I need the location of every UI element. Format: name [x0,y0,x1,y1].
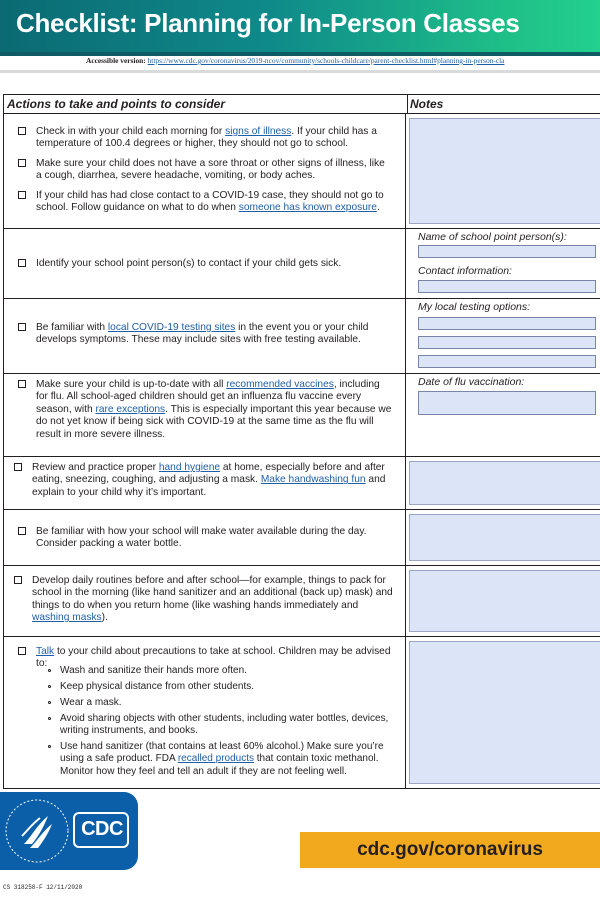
hollow-bullet-icon [48,685,51,688]
bullet-text: Keep physical distance from other students. [60,681,254,692]
handwashing-fun-link[interactable]: Make handwashing fun [260,474,366,486]
item-text: . [376,202,380,214]
contact-information-field[interactable] [418,280,596,293]
bullet-text: that contain toxic methanol. Monitor how they feel and tell an adult if they are not feeling well. [60,753,379,777]
table-row [4,510,600,566]
talk-link[interactable]: Talk [36,646,55,657]
notes-field[interactable] [409,641,600,784]
item-text: Make sure your child does not have a sore throat or other signs of illness, like a cough, diarrhea, severe headache, vomiting, or body aches. [36,158,385,182]
list-item [46,713,396,737]
empty-checkbox-icon[interactable] [14,463,22,471]
header-banner [0,0,600,52]
accessible-label: Accessible version: [86,56,146,65]
bullet-text: Wear a mask. [60,697,122,708]
item-text: at home, especially before and after eating, sneezing, coughing, and adjusting a mask. [32,462,385,486]
accessible-version-line [86,56,504,65]
notes-field[interactable] [409,514,600,561]
table-row [4,457,600,510]
testing-sites-link[interactable]: local COVID-19 testing sites [107,322,236,333]
item-text: Check in with your child each morning for [36,126,226,137]
contact-information-label: Contact information: [418,265,512,277]
hollow-bullet-icon [48,717,51,720]
bullet-text: Use hand sanitizer (that contains at least 60% alcohol.) Make sure you’re using a safe product. FDA [60,741,384,765]
signs-of-illness-link[interactable]: signs of illness [225,126,292,137]
publication-code: CS 318258-F 12/11/2020 [3,884,83,891]
cdc-coronavirus-link[interactable]: cdc.gov/coronavirus [357,839,543,860]
notes-field[interactable] [409,461,600,505]
hhs-eagle-seal-icon [2,796,72,866]
page-title: Checklist: Planning for In-Person Classes [16,8,520,38]
empty-checkbox-icon[interactable] [18,159,26,167]
empty-checkbox-icon[interactable] [18,527,26,535]
hand-hygiene-link[interactable]: hand hygiene [158,462,221,473]
item-text: Identify your school point person(s) to contact if your child gets sick. [36,258,342,269]
item-text: . If your child has a temperature of 100.4 degrees or higher, they should not go to school. [36,126,377,150]
list-item [46,681,396,693]
testing-option-field[interactable] [418,336,596,349]
recalled-products-link[interactable]: recalled products [177,753,254,765]
hollow-bullet-icon [48,669,51,672]
known-exposure-link[interactable]: someone has known exposure [238,202,377,214]
rare-exceptions-link[interactable]: rare exceptions [95,403,166,415]
empty-checkbox-icon[interactable] [18,647,26,655]
school-point-person-field[interactable] [418,245,596,258]
accessible-version-link[interactable]: https://www.cdc.gov/coronavirus/2019-ncov/community/schools-childcare/parent-checklist.html#planning-in-person-cla [147,56,505,65]
testing-option-field[interactable] [418,317,596,330]
washing-masks-link[interactable]: washing masks [32,612,102,624]
table-row [4,566,600,637]
item-text: If your child has had close contact to a COVID-19 case, they should not go to school. Follow guidance on what to do when [36,190,384,214]
precautions-list [46,665,396,782]
item-text: in the event you or your child develops symptoms. These may include sites with free testing available. [36,322,369,346]
item-text: ). [101,612,108,624]
list-item [46,665,396,677]
item-text: and explain to your child why it’s important. [32,474,386,498]
item-text: Make sure your child is up-to-date with all [36,379,227,390]
empty-checkbox-icon[interactable] [18,127,26,135]
list-item [46,697,396,709]
item-text: Review and practice proper [32,462,159,473]
item-text: Be familiar with [36,322,108,333]
hollow-bullet-icon [48,701,51,704]
table-row [4,637,600,788]
item-text: , including for flu. All school-aged children should get an influenza flu vaccine every season, with [36,379,380,415]
testing-option-field[interactable] [418,355,596,368]
list-item [46,741,396,778]
hollow-bullet-icon [48,745,51,748]
empty-checkbox-icon[interactable] [18,191,26,199]
notes-field[interactable] [409,570,600,632]
item-text: Develop daily routines before and after school—for example, things to pack for school in the morning (like hand sanitizer and an additional (back up) mask) and things to do when you return home (like washing hands immediately and [32,575,393,611]
bullet-text: Avoid sharing objects with other students, including water bottles, devices, writing instruments, and books. [60,713,389,737]
empty-checkbox-icon[interactable] [18,380,26,388]
empty-checkbox-icon[interactable] [14,576,22,584]
empty-checkbox-icon[interactable] [18,259,26,267]
bullet-text: Wash and sanitize their hands more often. [60,665,247,676]
testing-options-label: My local testing options: [418,301,531,313]
notes-column-header: Notes [406,95,600,114]
flu-vaccination-date-field[interactable] [418,391,596,415]
empty-checkbox-icon[interactable] [18,323,26,331]
notes-field[interactable] [409,118,600,224]
actions-column-header: Actions to take and points to consider [4,95,408,114]
recommended-vaccines-link[interactable]: recommended vaccines [226,379,334,390]
school-point-person-label: Name of school point person(s): [418,231,567,243]
checklist-table [3,94,600,789]
item-text: . This is especially important this year because we do not yet know if being sick with COVID-19 at the same time as the flu will result in more severe illness. [36,403,392,440]
item-text: to your child about precautions to take at school. Children may be advised to: [36,646,391,670]
item-text: Be familiar with how your school will make water available during the day. Consider packing a water bottle. [36,526,367,550]
table-row [4,114,600,229]
flu-vaccination-date-label: Date of flu vaccination: [418,376,525,388]
cdc-logo-text: CDC [81,818,123,840]
divider [0,70,600,73]
